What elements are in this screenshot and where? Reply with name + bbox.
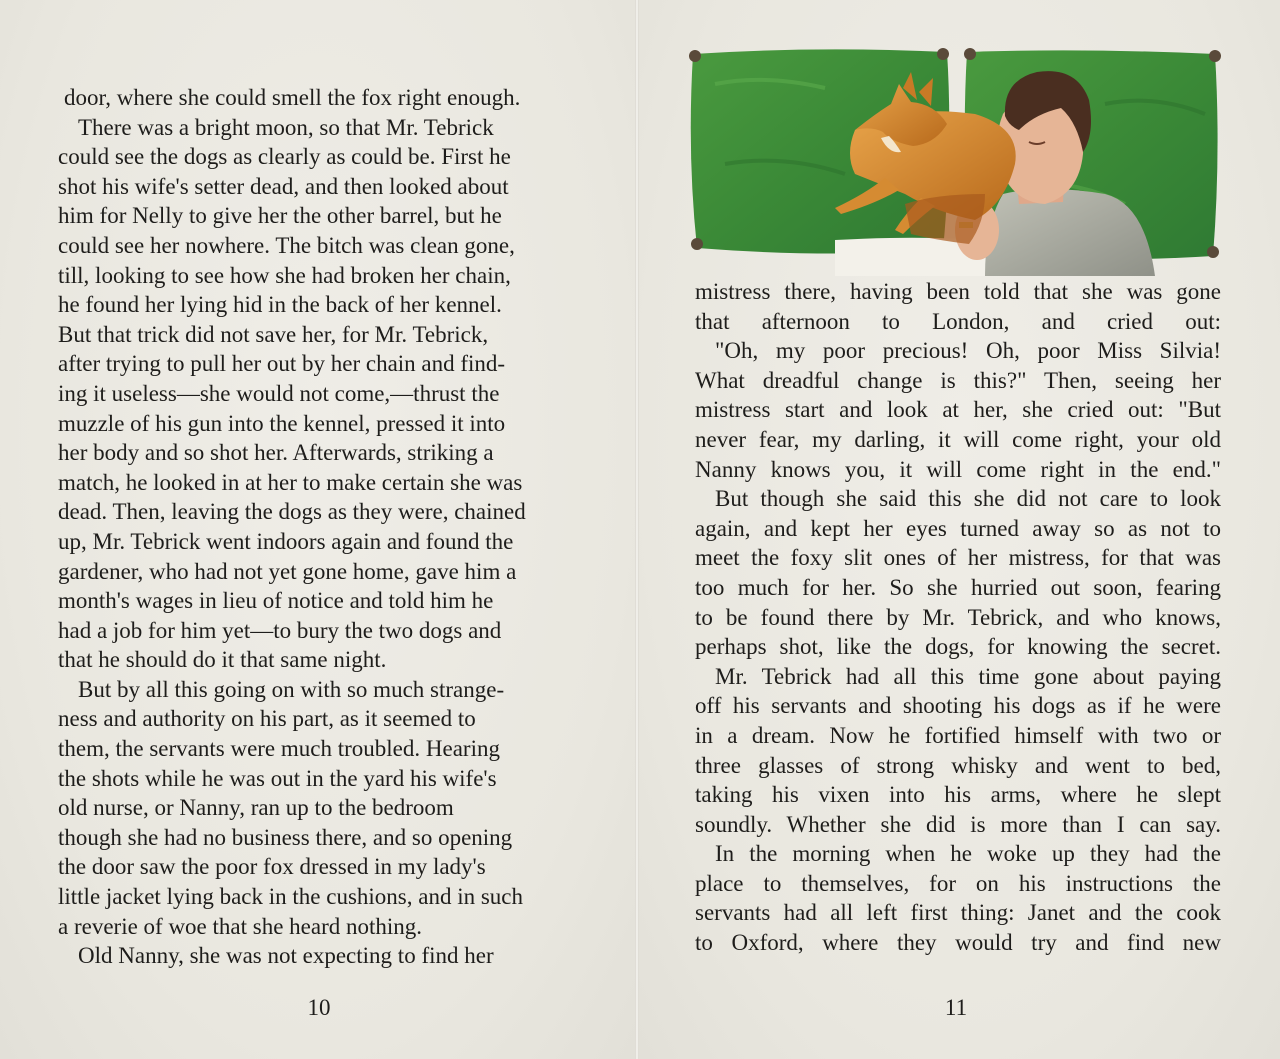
text-line: till, looking to see how she had broken her chain, — [58, 262, 511, 288]
text-line: Mr. Tebrick had all this time gone about paying — [715, 663, 1221, 689]
text-line: In the morning when he woke up they had the — [715, 841, 1221, 867]
page-number: 11 — [944, 995, 968, 1020]
text-line: in a dream. Now he fortified himself with two or — [695, 722, 1221, 748]
text-line: mistress there, having been told that she was gone — [695, 279, 1221, 304]
text-line: servants had all left first thing: Janet and the cook — [695, 900, 1221, 926]
right-page — [639, 0, 1280, 1059]
text-line: But though she said this she did not care to look — [715, 486, 1221, 512]
text-line: soundly. Whether she did is more than I can say. — [695, 811, 1221, 837]
text-line: door, where she could smell the fox right enough. — [64, 85, 521, 110]
text-line: match, he looked in at her to make certain she was — [58, 469, 523, 495]
text-line: too much for her. So she hurried out soon, fearing — [695, 574, 1221, 600]
text-line: him for Nelly to give her the other barrel, but he — [58, 203, 502, 229]
text-line: month's wages in lieu of notice and told him he — [58, 588, 494, 614]
text-line: shot his wife's setter dead, and then looked about — [58, 173, 509, 199]
text-line: old nurse, or Nanny, ran up to the bedroom — [58, 795, 454, 821]
text-line: could see her nowhere. The bitch was clean gone, — [58, 232, 515, 258]
text-line: her body and so shot her. Afterwards, striking a — [58, 440, 494, 466]
text-line: "Oh, my poor precious! Oh, poor Miss Silvia! — [715, 338, 1221, 364]
text-line: dead. Then, leaving the dogs as they were, chained — [58, 499, 526, 525]
text-line: Old Nanny, she was not expecting to find her — [78, 943, 494, 969]
text-line: three glasses of strong whisky and went to bed, — [695, 752, 1221, 778]
text-line: that afternoon to London, and cried out: — [695, 308, 1221, 334]
text-line: never fear, my darling, it will come right, your old — [695, 426, 1221, 452]
text-line: gardener, who had not yet gone home, gave him a — [58, 558, 517, 584]
text-line: muzzle of his gun into the kennel, pressed it into — [58, 410, 506, 436]
text-line: Nanny knows you, it will come right in the end." — [695, 456, 1221, 482]
text-line: though she had no business there, and so opening — [58, 824, 513, 850]
text-line: that he should do it that same night. — [58, 647, 387, 673]
text-line: the door saw the poor fox dressed in my lady's — [58, 854, 486, 880]
text-line: But that trick did not save her, for Mr. Tebrick, — [58, 321, 489, 347]
text-line: again, and kept her eyes turned away so as not to — [695, 515, 1221, 541]
fox-and-man-illustration — [685, 44, 1225, 276]
text-line: had a job for him yet—to bury the two dogs and — [58, 617, 502, 643]
text-line: But by all this going on with so much strange- — [78, 676, 505, 702]
text-line: What dreadful change is this?" Then, seeing her — [695, 367, 1221, 393]
right-page-text — [695, 277, 1221, 958]
left-page-text — [58, 83, 588, 971]
text-line: to Oxford, where they would try and find new — [695, 930, 1221, 956]
text-line: after trying to pull her out by her chain and find- — [58, 351, 506, 377]
text-line: place to themselves, for on his instructions the — [695, 870, 1221, 896]
text-line: perhaps shot, like the dogs, for knowing the secret. — [695, 634, 1221, 660]
text-line: ness and authority on his part, as it seemed to — [58, 706, 476, 732]
text-line: he found her lying hid in the back of her kennel. — [58, 292, 502, 318]
text-line: the shots while he was out in the yard his wife's — [58, 765, 497, 791]
text-line: them, the servants were much troubled. Hearing — [58, 736, 500, 762]
text-line: little jacket lying back in the cushions, and in such — [58, 884, 524, 910]
text-line: up, Mr. Tebrick went indoors again and found the — [58, 528, 514, 554]
illustration — [685, 44, 1225, 276]
page-number: 10 — [307, 995, 331, 1020]
text-line: mistress start and look at her, she cried out: "But — [695, 397, 1221, 423]
text-line: meet the foxy slit ones of her mistress, for that was — [695, 545, 1221, 571]
text-line: a reverie of woe that she heard nothing. — [58, 913, 423, 939]
text-line: off his servants and shooting his dogs as if he were — [695, 693, 1221, 719]
text-line: ing it useless—she would not come,—thrust the — [58, 380, 500, 406]
left-page — [0, 0, 635, 1059]
text-line: could see the dogs as clearly as could be. First he — [58, 144, 511, 170]
text-line: taking his vixen into his arms, where he slept — [695, 782, 1221, 808]
text-line: to be found there by Mr. Tebrick, and who knows, — [695, 604, 1221, 630]
text-line: There was a bright moon, so that Mr. Tebrick — [78, 114, 494, 140]
